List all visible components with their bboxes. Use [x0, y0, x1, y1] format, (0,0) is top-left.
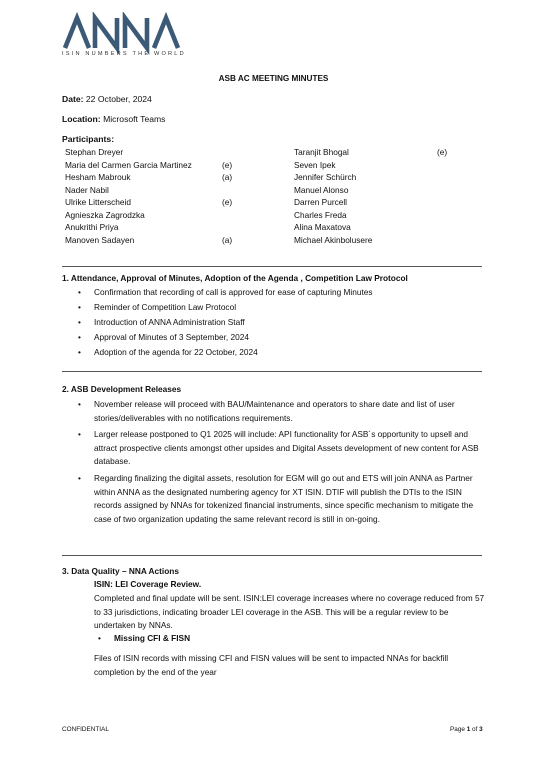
bullet-item	[78, 286, 488, 300]
bullet-text: Regarding finalizing the digital assets, resolution for EGM will go out and ETS will join ANNA as Partner within ANNA as the designated numbering agency for XT ISIN. DTIF will publish the DTIs to the ISIN records assigned by NNAs for tokenized financial instruments, since specific mechanism to mitigate the case of two organization updating the same relevant record is still in on-going.	[94, 473, 474, 524]
bullet-text: Reminder of Competition Law Protocol	[94, 302, 237, 312]
logo-wordmark: ANNA	[62, 12, 65, 13]
participant-name: Manuel Alonso	[294, 184, 349, 195]
location-label: Location:	[62, 114, 101, 124]
participant-mark: (a)	[222, 234, 233, 245]
bullet-item	[78, 428, 488, 469]
participant-mark: (e)	[222, 197, 233, 207]
bullet-item	[78, 316, 488, 330]
divider	[62, 371, 482, 372]
participant-name: Jennifer Schürch	[294, 172, 357, 182]
bullet-icon: •	[78, 302, 81, 312]
missing-cfi-text: Files of ISIN records with missing CFI and FISN values will be sent to impacted NNAs for backfill completion by the end of the year	[94, 653, 449, 677]
participant-name: Anukrithi Priya	[65, 222, 119, 232]
participant-name: Manoven Sadayen	[65, 234, 135, 245]
bullet-icon: •	[98, 633, 101, 643]
bullet-icon: •	[78, 399, 81, 409]
bullet-icon: •	[78, 287, 81, 297]
participant-name: Darren Purcell	[294, 197, 348, 207]
bullet-item	[78, 398, 488, 425]
bullet-text: November release will proceed with BAU/Maintenance and operators to share date and list of user stories/deliverables with no notifications requirements.	[94, 399, 455, 423]
divider	[62, 266, 482, 267]
section-3-heading: 3. Data Quality – NNA Actions	[62, 566, 179, 576]
logo-tagline: ISIN NUMBERS THE WORLD	[62, 51, 186, 57]
bullet-item	[78, 346, 488, 360]
date-value: 22 October, 2024	[85, 94, 152, 104]
meeting-date	[62, 94, 152, 104]
section-1-heading: 1. Attendance, Approval of Minutes, Adoption of the Agenda , Competition Law Protocol	[62, 273, 408, 283]
participant-name: Nader Nabil	[65, 184, 109, 195]
bullet-item	[78, 301, 488, 315]
participant-name: Hesham Mabrouk	[65, 172, 131, 182]
bullet-text: Confirmation that recording of call is approved for ease of capturing Minutes	[94, 287, 373, 297]
participants-heading: Participants:	[62, 134, 115, 144]
participant-name: Maria del Carmen Garcia Martinez	[65, 159, 192, 170]
bullet-item	[78, 331, 488, 345]
participant-mark: (a)	[222, 172, 233, 182]
page-title: ASB AC MEETING MINUTES	[218, 74, 329, 83]
bullet-text: Larger release postponed to Q1 2025 will include: API functionality for ASB´s opportunity to upsell and attract prospective clients amongst other upsides and Digital Assets development of new content for ASB database.	[94, 429, 479, 466]
participant-name: Charles Freda	[294, 209, 347, 220]
bullet-text: Introduction of ANNA Administration Staff	[94, 317, 245, 327]
footer-confidential: CONFIDENTIAL	[62, 726, 109, 733]
bullet-icon: •	[78, 347, 81, 357]
participant-mark: (e)	[222, 159, 233, 170]
participant-name: Stephan Dreyer	[65, 147, 124, 157]
participant-mark: (e)	[437, 147, 448, 157]
bullet-item	[78, 472, 488, 526]
participant-name: Seven Ipek	[294, 159, 336, 170]
bullet-icon: •	[78, 429, 81, 439]
bullet-icon: •	[78, 317, 81, 327]
divider	[62, 555, 482, 556]
location-value: Microsoft Teams	[103, 114, 166, 124]
bullet-text: Approval of Minutes of 3 September, 2024	[94, 332, 249, 342]
footer-page-number: Page 1 of 3	[450, 726, 483, 733]
participant-name: Michael Akinbolusere	[294, 234, 373, 245]
meeting-location	[62, 114, 165, 124]
bullet-icon: •	[78, 332, 81, 342]
participant-name: Alina Maxatova	[294, 222, 351, 232]
participant-name: Agnieszka Zagrodzka	[65, 209, 145, 220]
participant-name: Taranjit Bhogal	[294, 147, 349, 157]
section-2-heading: 2. ASB Development Releases	[62, 384, 182, 394]
date-label: Date:	[62, 94, 84, 104]
bullet-text: Adoption of the agenda for 22 October, 2024	[94, 347, 258, 357]
bullet-icon: •	[78, 473, 81, 483]
participant-name: Ulrike Litterscheid	[65, 197, 131, 207]
missing-cfi-title: Missing CFI & FISN	[114, 633, 191, 643]
lei-review-title: ISIN: LEI Coverage Review.	[94, 579, 202, 589]
lei-review-text: Completed and final update will be sent. ISIN:LEI coverage increases where no coverage reduced from 57 to 33 jurisdictions, indicating broader LEI coverage in the ASB. This will be a regular review to be undertaken by NNAs.	[94, 593, 485, 630]
missing-cfi-item	[98, 632, 508, 646]
